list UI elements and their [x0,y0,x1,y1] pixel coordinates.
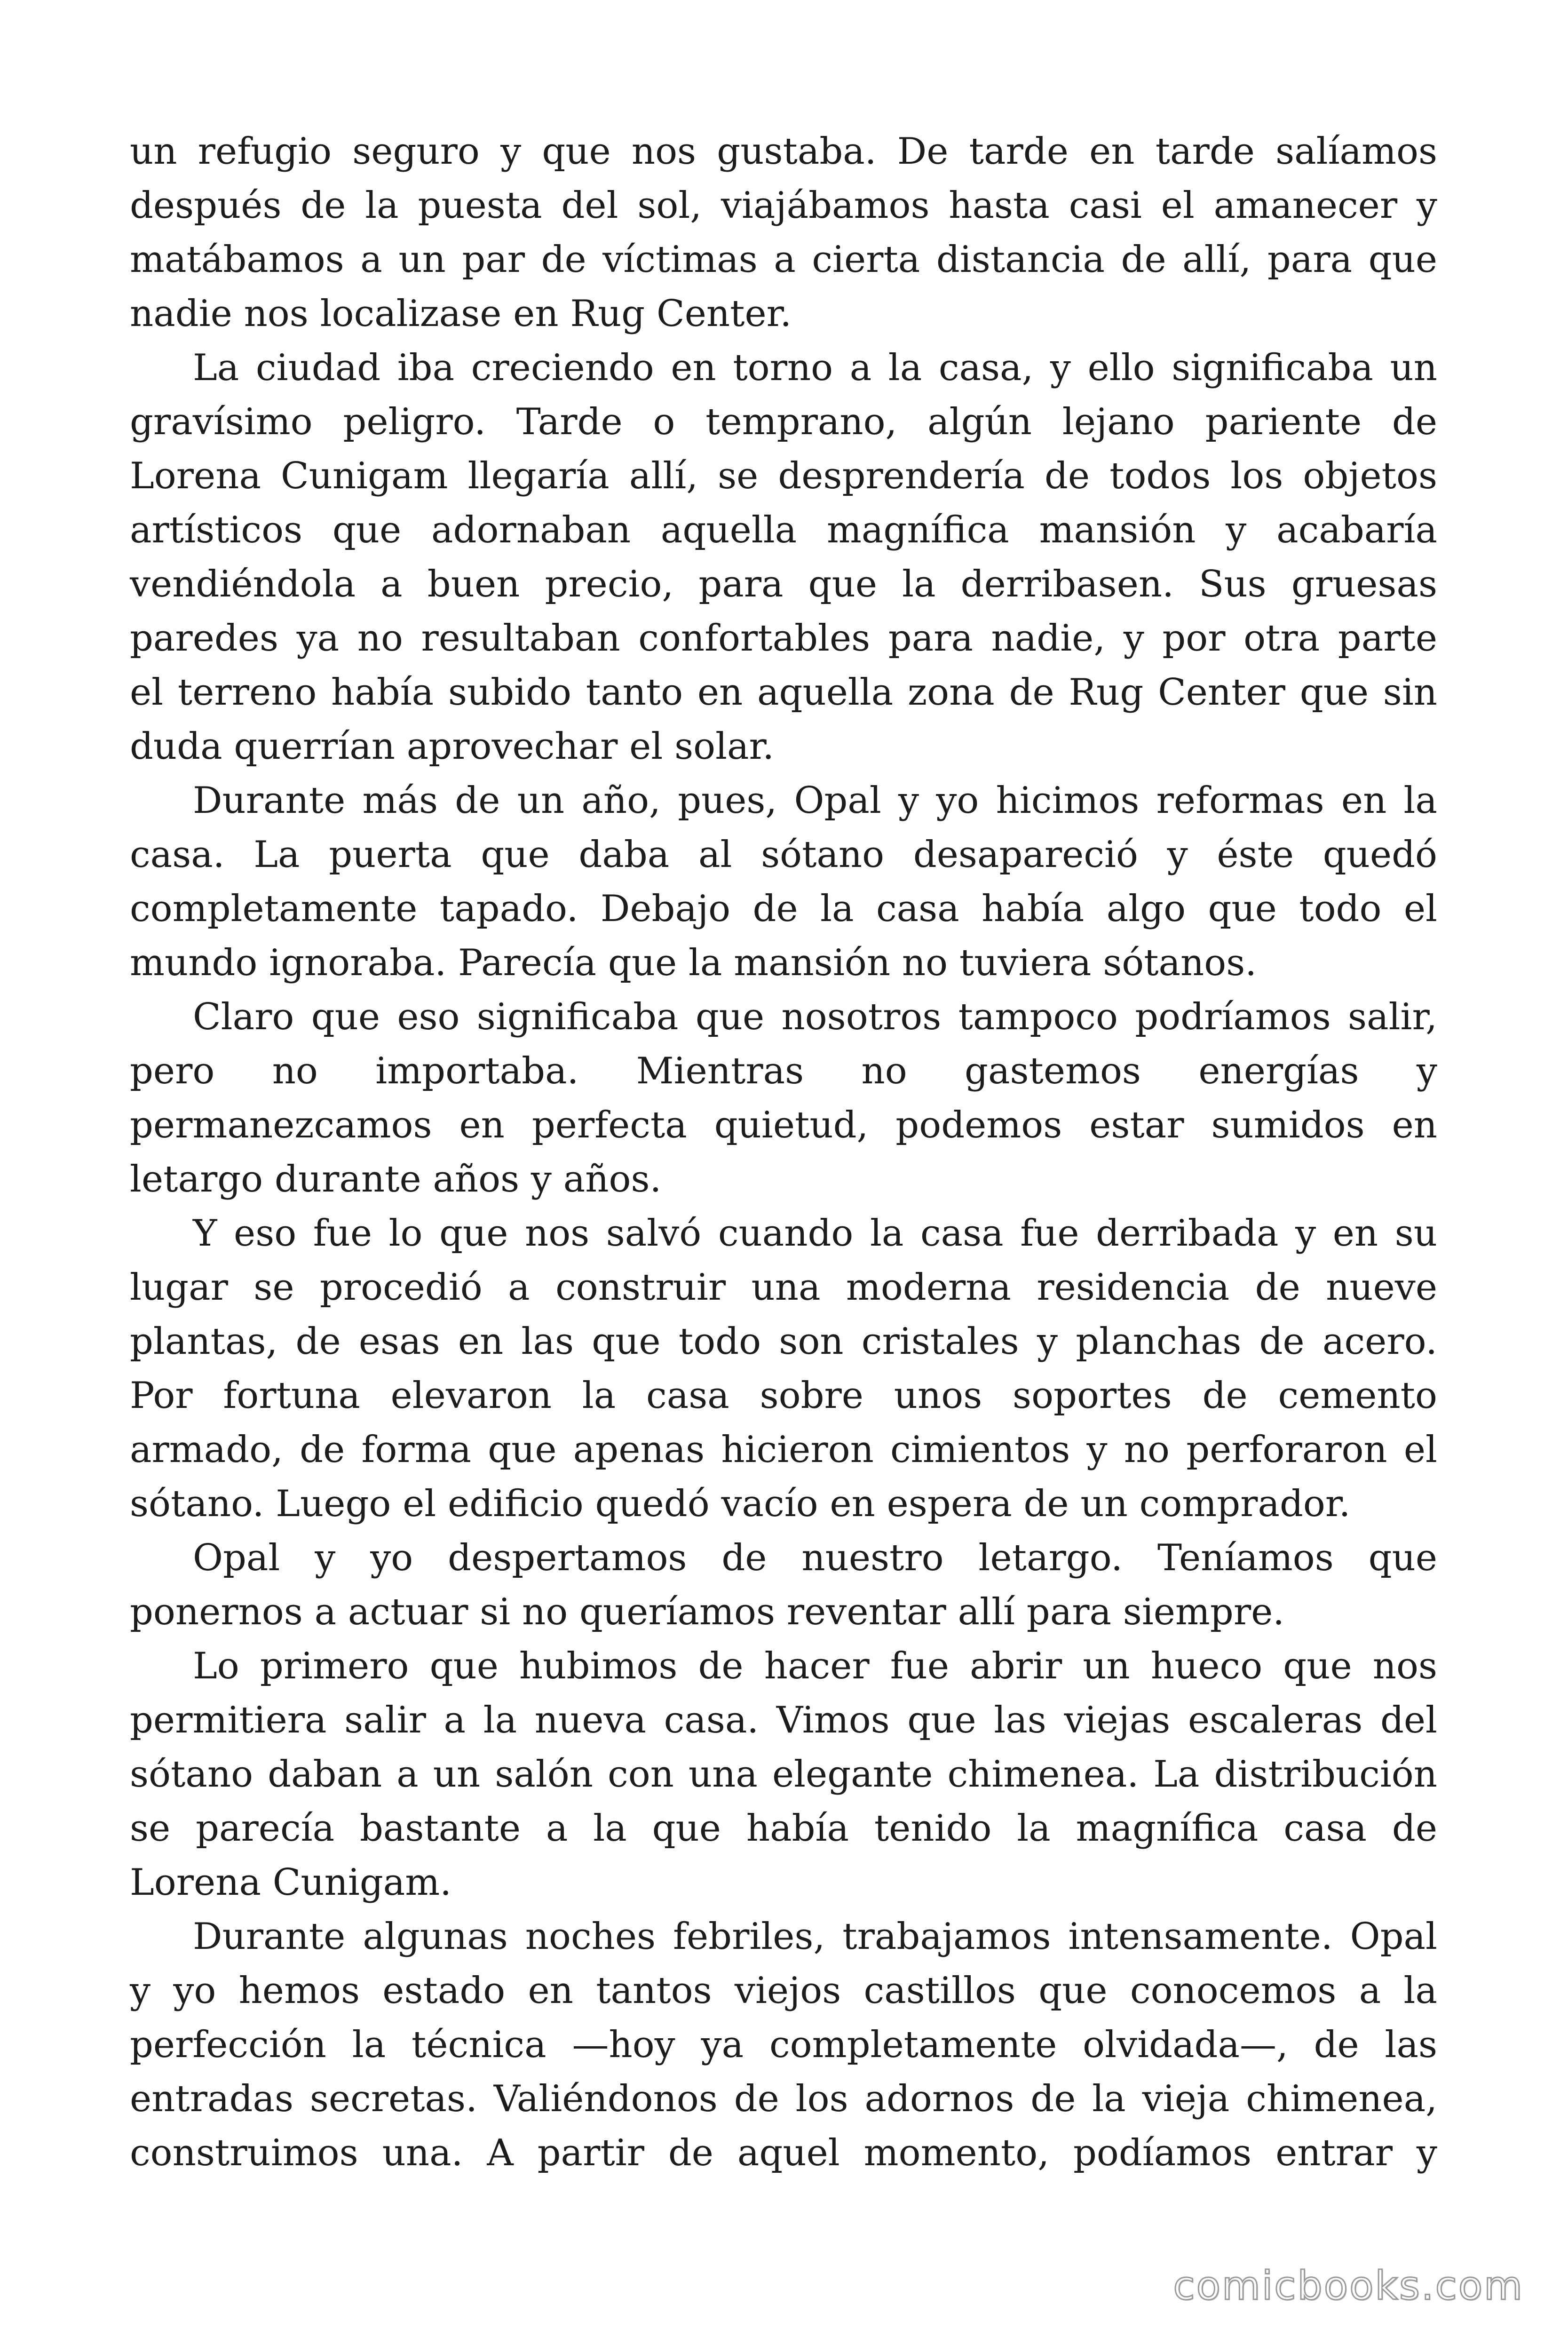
text-line: paredes ya no resultaban confortables para nadie, y por otra parte [130,617,1437,660]
paragraph-first-line: Lo primero que hubimos de hacer fue abrir un hueco que nos [193,1645,1437,1687]
text-line: el terreno había subido tanto en aquella zona de Rug Center que sin [130,671,1437,714]
body-text [130,125,1437,2180]
text-line: artísticos que adornaban aquella magnífica mansión y acabaría [130,509,1437,551]
text-line: mundo ignoraba. Parecía que la mansión no tuviera sótanos. [130,942,1257,984]
text-line: permanezcamos en perfecta quietud, podemos estar sumidos en [130,1104,1437,1146]
text-line: letargo durante años y años. [130,1158,662,1200]
paragraph-first-line: Durante algunas noches febriles, trabajamos intensamente. Opal [193,1915,1437,1958]
text-line: Lorena Cunigam llegaría allí, se desprendería de todos los objetos [130,455,1437,497]
text-line: matábamos a un par de víctimas a cierta distancia de allí, para que [130,238,1437,281]
paragraph-first-line: Durante más de un año, pues, Opal y yo hicimos reformas en la [193,779,1437,822]
text-line: después de la puesta del sol, viajábamos hasta casi el amanecer y [130,184,1437,227]
text-line: vendiéndola a buen precio, para que la derribasen. Sus gruesas [130,563,1437,605]
paragraph-first-line: Opal y yo despertamos de nuestro letargo. Teníamos que [193,1537,1437,1579]
text-line: completamente tapado. Debajo de la casa había algo que todo el [130,888,1437,930]
text-line: Lorena Cunigam. [130,1861,452,1904]
text-line: un refugio seguro y que nos gustaba. De tarde en tarde salíamos [130,130,1437,173]
text-line: gravísimo peligro. Tarde o temprano, algún lejano pariente de [130,401,1437,443]
text-line: Por fortuna elevaron la casa sobre unos soportes de cemento [130,1375,1437,1417]
text-line: permitiera salir a la nueva casa. Vimos que las viejas escaleras del [130,1699,1437,1741]
text-line: casa. La puerta que daba al sótano desapareció y éste quedó [130,834,1437,876]
watermark-logo: comicbooks.com [1173,2263,1524,2309]
paragraph-first-line: Y eso fue lo que nos salvó cuando la casa fue derribada y en su [193,1212,1437,1255]
text-line: sótano daban a un salón con una elegante chimenea. La distribución [130,1753,1437,1796]
text-line: se parecía bastante a la que había tenido la magnífica casa de [130,1807,1437,1850]
text-line: plantas, de esas en las que todo son cristales y planchas de acero. [130,1320,1437,1363]
text-line: ponernos a actuar si no queríamos reventar allí para siempre. [130,1591,1285,1633]
text-line: duda querrían aprovechar el solar. [130,725,775,768]
text-line: lugar se procedió a construir una moderna residencia de nueve [130,1266,1437,1309]
text-line: perfección la técnica —hoy ya completamente olvidada—, de las [130,2024,1437,2066]
text-line: entradas secretas. Valiéndonos de los adornos de la vieja chimenea, [130,2078,1437,2120]
text-line: pero no importaba. Mientras no gastemos energías y [130,1050,1437,1092]
text-line: sótano. Luego el edificio quedó vacío en espera de un comprador. [130,1483,1351,1525]
paragraph-first-line: Claro que eso significaba que nosotros tampoco podríamos salir, [193,996,1437,1038]
paragraph-first-line: La ciudad iba creciendo en torno a la casa, y ello significaba un [193,347,1437,389]
text-line: construimos una. A partir de aquel momento, podíamos entrar y [130,2132,1437,2174]
text-line: y yo hemos estado en tantos viejos castillos que conocemos a la [130,1970,1437,2012]
text-line: armado, de forma que apenas hicieron cimientos y no perforaron el [130,1429,1437,1471]
text-line: nadie nos localizase en Rug Center. [130,293,792,335]
